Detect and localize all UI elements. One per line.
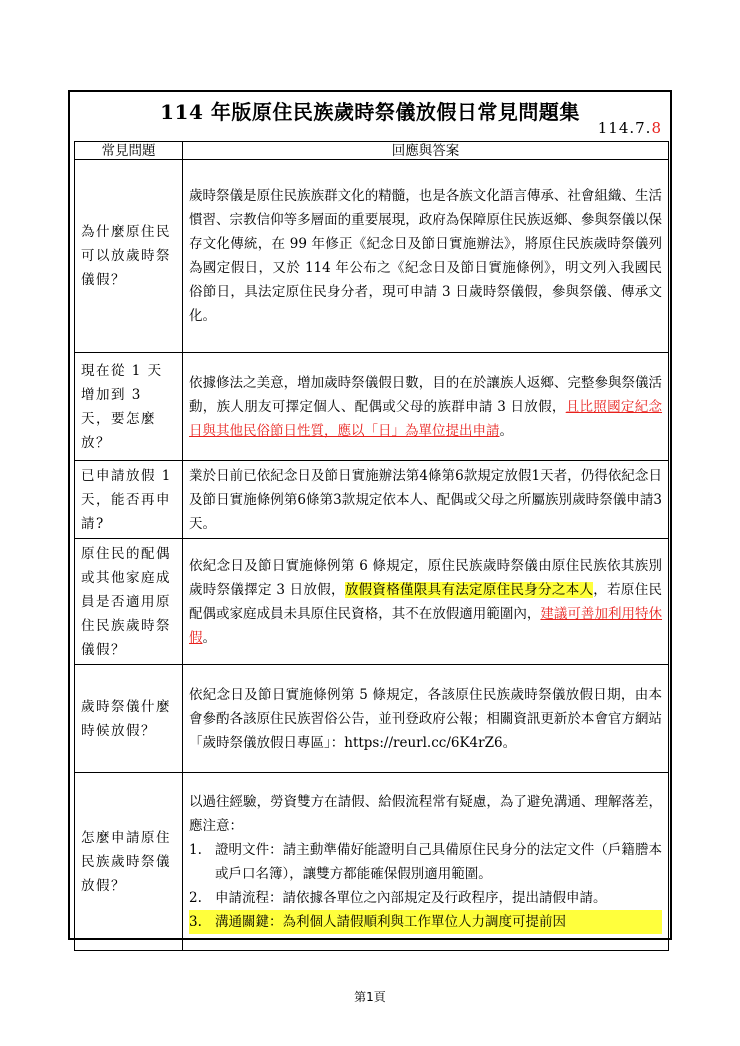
answer-text: 依紀念日及節日實施條例第 6 條規定，原住民族歲時祭儀由原住民族依其族別歲時祭儀擇定 3 日放假，: [189, 557, 662, 598]
answer-highlight: 放假資格僅限具有法定原住民身分之本人: [344, 581, 594, 598]
question-cell: 歲時祭儀什麼時候放假？: [75, 665, 183, 773]
answer-cell: 依紀念日及節日實施條例第 5 條規定，各該原住民族歲時祭儀放假日期，由本會參酌各該原住民族習俗公告，並刊登政府公報；相關資訊更新於本會官方網站「歲時祭儀放假日專區」：https://reurl.cc/6K4rZ6。: [183, 665, 669, 773]
list-text: 證明文件：請主動準備好能證明自己具備原住民身分的法定文件（戶籍謄本或戶口名簿），讓雙方都能確保假別適用範圍。: [215, 841, 662, 882]
date-prefix: 114.7.: [597, 119, 652, 137]
answer-cell: 業於日前已依紀念日及節日實施辦法第4條第6款規定放假1天者，仍得依紀念日及節日實施條例第6條第3款規定依本人、配偶或父母之所屬族別歲時祭儀申請3天。: [183, 461, 669, 539]
table-row: [75, 539, 669, 665]
answer-text-mid: ，若原住民配偶或家庭成員未具原住民資格，其不在放假適用範圍內，: [189, 581, 663, 622]
table-row: [75, 461, 669, 539]
list-item: [189, 838, 662, 886]
answer-emphasis: 建議可善加利用特休假: [189, 605, 663, 646]
faq-table: [74, 141, 669, 951]
header-question: 常見問題: [75, 142, 183, 160]
document-date: [598, 119, 662, 137]
question-cell: 為什麼原住民可以放歲時祭儀假？: [75, 160, 183, 353]
table-row: [75, 353, 669, 461]
answer-cell: [183, 353, 669, 461]
list-number: 1.: [189, 841, 202, 858]
question-cell: 現在從 1 天增加到 3 天，要怎麼放？: [75, 353, 183, 461]
answer-text-end: 。: [202, 629, 216, 646]
table-row: [75, 773, 669, 951]
answer-emphasis: 且比照國定紀念日與其他民俗節日性質，應以「日」為單位提出申請: [189, 398, 663, 439]
date-day: 8: [651, 119, 662, 137]
answer-intro: 以過往經驗，勞資雙方在請假、給假流程常有疑慮，為了避免溝通、理解落差，應注意：: [189, 793, 662, 834]
table-row: [75, 665, 669, 773]
table-row: [75, 160, 669, 353]
question-cell: 原住民的配偶或其他家庭成員是否適用原住民族歲時祭儀假？: [75, 539, 183, 665]
page-number: 第1頁: [354, 990, 386, 1004]
table-header-row: [75, 142, 669, 160]
answer-text-end: 。: [499, 422, 513, 439]
list-number: 2.: [189, 889, 202, 906]
list-text: 溝通關鍵：為利個人請假順利與工作單位人力調度可提前因: [215, 913, 566, 930]
header-answer: 回應與答案: [183, 142, 669, 160]
question-cell: 怎麼申請原住民族歲時祭儀放假？: [75, 773, 183, 951]
list-item-highlighted: [189, 910, 662, 934]
question-cell: 已申請放假 1 天，能否再申請?: [75, 461, 183, 539]
list-number: 3.: [189, 913, 202, 930]
answer-cell: [183, 773, 669, 951]
document-title: 114 年版原住民族歲時祭儀放假日常見問題集: [160, 100, 580, 124]
document-frame: [68, 90, 672, 940]
list-text: 申請流程：請依據各單位之內部規定及行政程序，提出請假申請。: [215, 889, 607, 906]
list-item: [189, 886, 662, 910]
answer-cell: 歲時祭儀是原住民族族群文化的精髓，也是各族文化語言傳承、社會組織、生活慣習、宗教信仰等多層面的重要展現，政府為保障原住民族返鄉、參與祭儀以保存文化傳統，在 99 年修正《紀念日及節日實施辦法》，將原住民族歲時祭儀列為國定假日，又於 114 年公布之《紀念日及節日實施條例》，明文列入我國民俗節日，具法定原住民身分者，現可申請 3 日歲時祭儀假，參與祭儀、傳承文化。: [183, 160, 669, 353]
answer-text: 依據修法之美意，增加歲時祭儀假日數，目的在於讓族人返鄉、完整參與祭儀活動，族人朋友可擇定個人、配偶或父母的族群申請 3 日放假，: [189, 374, 662, 415]
answer-cell: [183, 539, 669, 665]
